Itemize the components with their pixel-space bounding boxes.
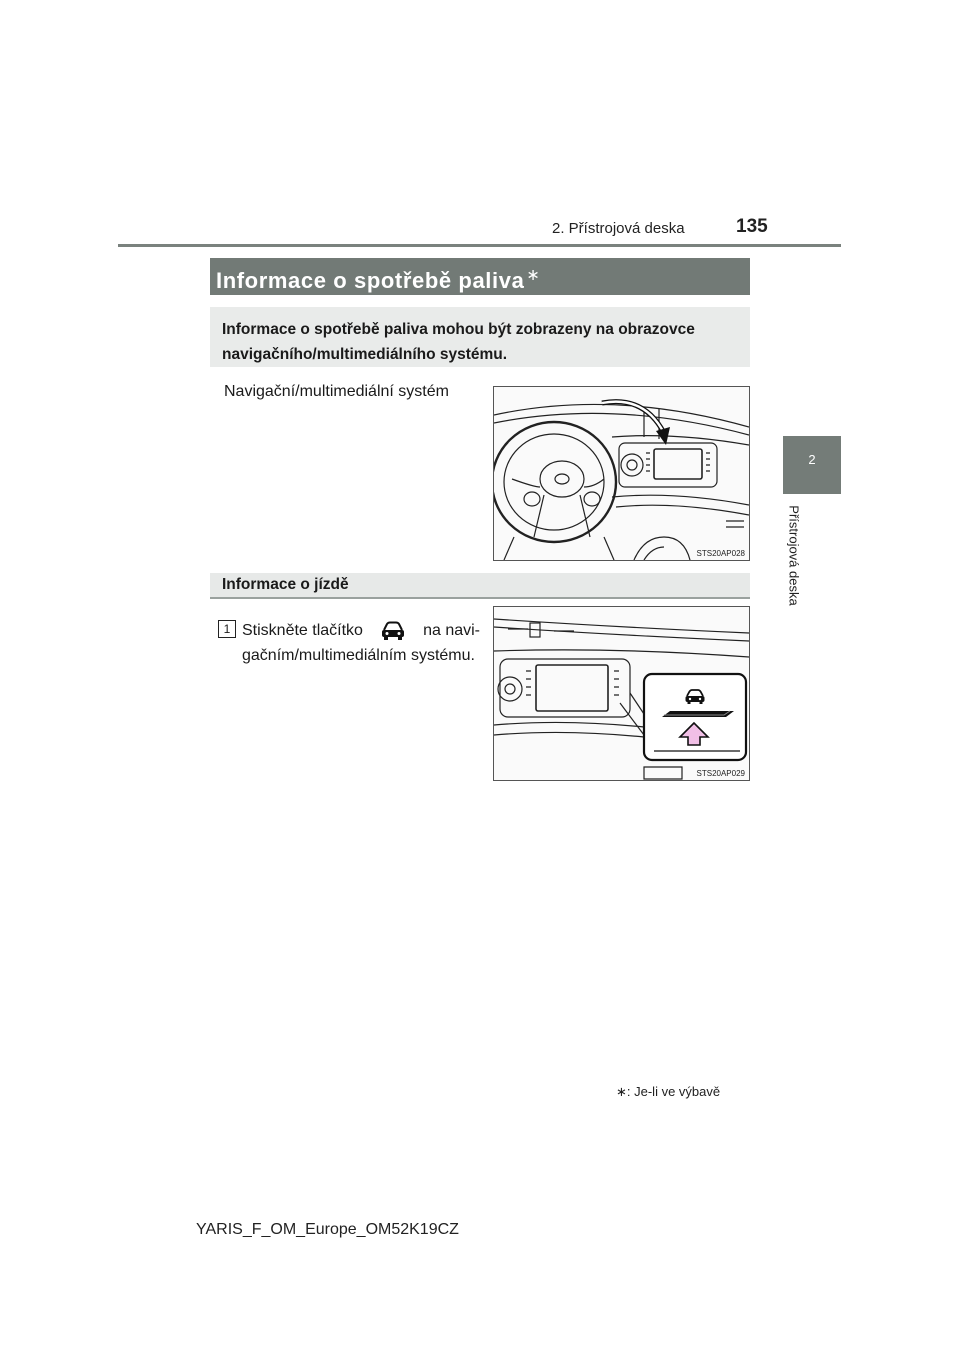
- step-text-line2: gačním/multimediálním systému.: [242, 647, 475, 664]
- section-title-bar: [210, 258, 750, 295]
- chapter-side-label: Přístrojová deska: [786, 505, 802, 606]
- section-title: Informace o spotřebě paliva: [216, 268, 525, 293]
- navigation-system-label: Navigační/multimediální systém: [224, 383, 449, 400]
- figure-code: STS20AP028: [696, 549, 745, 558]
- step-text-before-icon: Stiskněte tlačítko: [242, 622, 363, 639]
- dashboard-illustration: [493, 386, 750, 561]
- step-number-badge: 1: [218, 620, 236, 638]
- figure-code: STS20AP029: [696, 769, 745, 778]
- step-instruction: [242, 618, 480, 668]
- car-front-icon: [379, 621, 407, 641]
- chapter-tab-number: 2: [808, 452, 816, 467]
- page-number: 135: [736, 216, 768, 237]
- console-drawing: [494, 607, 749, 780]
- subsection-heading: Informace o jízdě: [210, 573, 750, 599]
- optional-equipment-marker: ∗: [526, 267, 541, 284]
- intro-box: [210, 307, 750, 367]
- intro-text: Informace o spotřebě paliva mohou být zobrazeny na obrazovce navigačního/multimediálního systému.: [222, 321, 695, 363]
- footnote: ∗: Je-li ve výbavě: [616, 1084, 721, 1099]
- header-divider: [118, 244, 841, 247]
- dashboard-drawing: [494, 387, 749, 560]
- header-section-title: 2. Přístrojová deska: [552, 220, 685, 237]
- console-button-illustration: [493, 606, 750, 781]
- step-text-after-icon: na navi-: [423, 622, 480, 639]
- document-footer-code: YARIS_F_OM_Europe_OM52K19CZ: [196, 1221, 459, 1238]
